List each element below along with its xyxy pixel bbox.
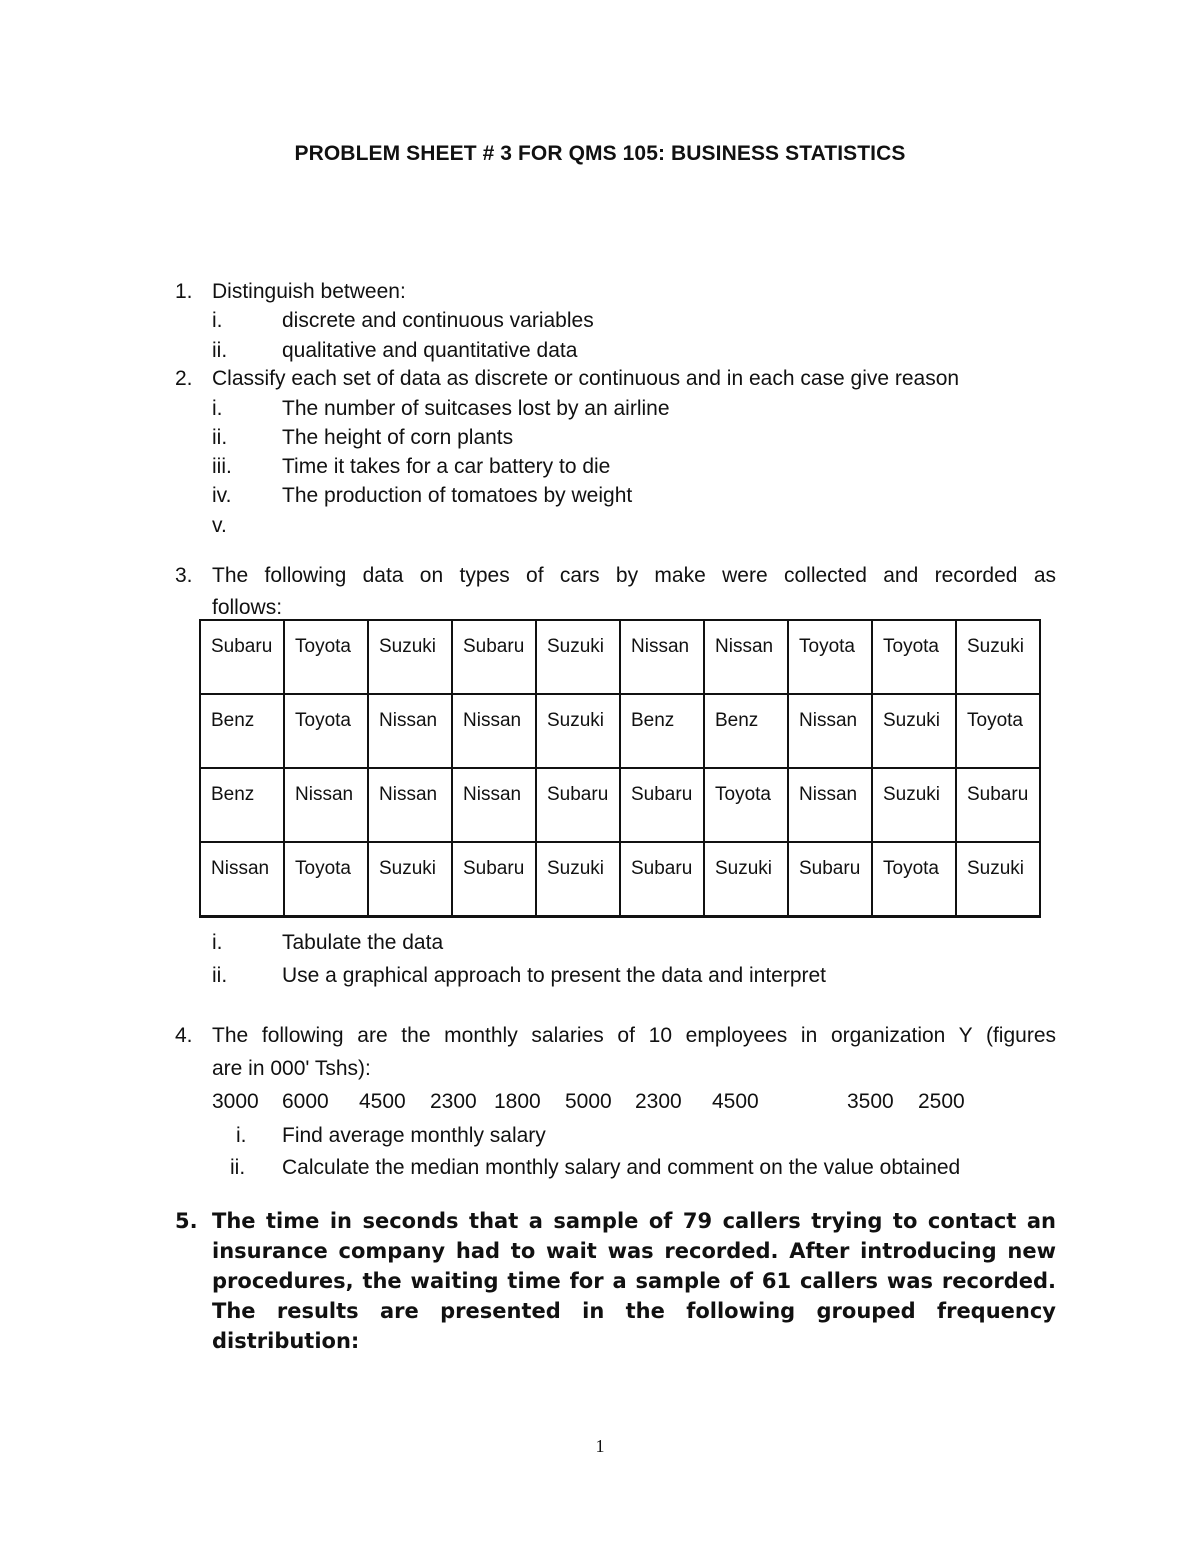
table-cell: Subaru <box>452 620 536 694</box>
table-cell: Toyota <box>872 842 956 917</box>
table-cell: Nissan <box>788 694 872 768</box>
table-row <box>200 620 1040 694</box>
salary-value: 2500 <box>918 1090 965 1113</box>
table-cell: Nissan <box>368 768 452 842</box>
table-cell: Subaru <box>788 842 872 917</box>
q1-item-2-text: qualitative and quantitative data <box>282 339 578 362</box>
table-cell: Nissan <box>620 620 704 694</box>
table-cell: Suzuki <box>872 768 956 842</box>
q3-text-line-1: The following data on types of cars by make were collected and recorded as <box>212 564 1056 587</box>
table-cell: Toyota <box>284 620 368 694</box>
q2-item-4-text: The production of tomatoes by weight <box>282 484 633 507</box>
q4-item-1-text: Find average monthly salary <box>282 1124 546 1147</box>
table-row <box>200 768 1040 842</box>
q3-item-1-text: Tabulate the data <box>282 931 444 954</box>
q4-item-2-number: ii. <box>230 1156 246 1179</box>
q1-number: 1. <box>175 280 193 303</box>
table-cell: Nissan <box>368 694 452 768</box>
q5-text-line-3: procedures, the waiting time for a sample of 61 callers was recorded. <box>212 1269 1056 1293</box>
table-row <box>200 842 1040 917</box>
q3-item-2-number: ii. <box>212 964 228 987</box>
q1-text: Distinguish between: <box>212 280 406 303</box>
q4-item-2-text: Calculate the median monthly salary and comment on the value obtained <box>282 1156 961 1179</box>
q2-number: 2. <box>175 367 193 390</box>
q2-item-5-number: v. <box>212 514 227 537</box>
q5-text-line-1: The time in seconds that a sample of 79 callers trying to contact an <box>212 1209 1056 1233</box>
q2-item-4-number: iv. <box>212 484 232 507</box>
table-cell: Suzuki <box>368 842 452 917</box>
table-cell: Nissan <box>452 768 536 842</box>
q3-number: 3. <box>175 564 193 587</box>
table-cell: Suzuki <box>956 620 1040 694</box>
q4-item-1-number: i. <box>236 1124 247 1147</box>
table-cell: Benz <box>704 694 788 768</box>
q4-text-line-2: are in 000' Tshs): <box>212 1057 371 1080</box>
q3-item-1-number: i. <box>212 931 223 954</box>
table-cell: Suzuki <box>536 694 620 768</box>
table-cell: Toyota <box>956 694 1040 768</box>
salary-value: 2300 <box>635 1090 682 1113</box>
q4-number: 4. <box>175 1024 193 1047</box>
table-cell: Suzuki <box>704 842 788 917</box>
q3-text-line-2: follows: <box>212 596 283 619</box>
q1-item-1-number: i. <box>212 309 223 332</box>
table-cell: Suzuki <box>536 620 620 694</box>
table-cell: Benz <box>200 694 284 768</box>
page-number: 1 <box>595 1436 605 1456</box>
table-cell: Benz <box>620 694 704 768</box>
table-cell: Nissan <box>200 842 284 917</box>
q2-item-3-text: Time it takes for a car battery to die <box>282 455 611 478</box>
q4-text-line-1: The following are the monthly salaries of 10 employees in organization Y (figures <box>212 1024 1056 1047</box>
table-cell: Nissan <box>788 768 872 842</box>
table-cell: Suzuki <box>368 620 452 694</box>
q5-text-line-5: distribution: <box>212 1329 360 1353</box>
table-cell: Subaru <box>620 768 704 842</box>
table-cell: Suzuki <box>956 842 1040 917</box>
q5-text-line-4: The results are presented in the following grouped frequency <box>212 1299 1056 1323</box>
table-cell: Subaru <box>620 842 704 917</box>
table-cell: Subaru <box>452 842 536 917</box>
table-cell: Suzuki <box>872 694 956 768</box>
table-cell: Toyota <box>704 768 788 842</box>
q2-item-1-number: i. <box>212 397 223 420</box>
table-cell: Toyota <box>872 620 956 694</box>
table-cell: Toyota <box>284 842 368 917</box>
table-cell: Nissan <box>452 694 536 768</box>
table-cell: Suzuki <box>536 842 620 917</box>
q2-item-1-text: The number of suitcases lost by an airline <box>282 397 670 420</box>
salary-value: 6000 <box>282 1090 329 1113</box>
q1-item-1-text: discrete and continuous variables <box>282 309 594 332</box>
page-title: PROBLEM SHEET # 3 FOR QMS 105: BUSINESS STATISTICS <box>294 142 906 165</box>
q1-item-2-number: ii. <box>212 339 228 362</box>
table-cell: Subaru <box>536 768 620 842</box>
table-cell: Toyota <box>788 620 872 694</box>
q5-text-line-2: insurance company had to wait was recorded. After introducing new <box>212 1239 1056 1263</box>
table-row <box>200 694 1040 768</box>
car-makes-table <box>199 619 1041 918</box>
salary-value: 4500 <box>712 1090 759 1113</box>
q5-number: 5. <box>175 1209 198 1233</box>
table-cell: Toyota <box>284 694 368 768</box>
salary-value: 5000 <box>565 1090 612 1113</box>
q2-item-2-number: ii. <box>212 426 228 449</box>
table-cell: Nissan <box>284 768 368 842</box>
salary-value: 3500 <box>847 1090 894 1113</box>
salary-value: 1800 <box>494 1090 541 1113</box>
q2-item-2-text: The height of corn plants <box>282 426 514 449</box>
table-cell: Subaru <box>956 768 1040 842</box>
table-cell: Nissan <box>704 620 788 694</box>
salary-value: 2300 <box>430 1090 477 1113</box>
table-cell: Benz <box>200 768 284 842</box>
salary-value: 3000 <box>212 1090 259 1113</box>
q3-item-2-text: Use a graphical approach to present the data and interpret <box>282 964 827 987</box>
q2-item-3-number: iii. <box>212 455 232 478</box>
q2-text: Classify each set of data as discrete or continuous and in each case give reason <box>212 367 960 390</box>
table-cell: Subaru <box>200 620 284 694</box>
salary-value: 4500 <box>359 1090 406 1113</box>
